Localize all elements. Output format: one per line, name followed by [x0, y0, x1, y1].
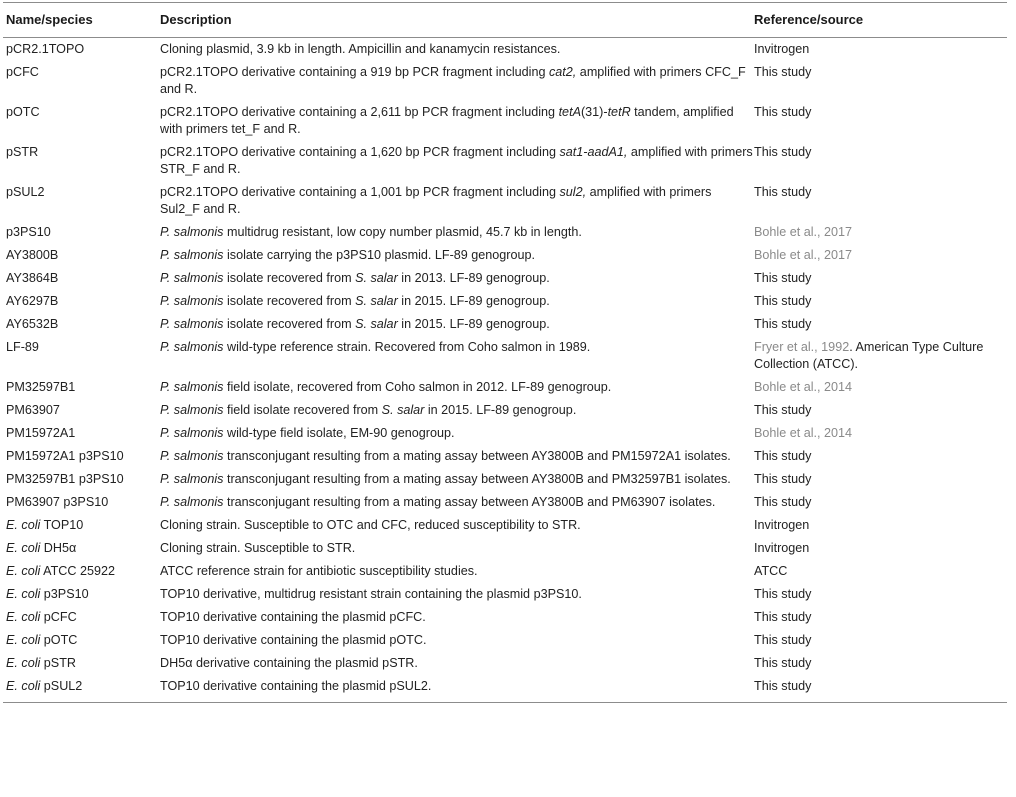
cell-reference: [754, 290, 1007, 313]
header-row: [3, 3, 1007, 38]
text-segment: This study: [754, 271, 812, 285]
text-segment: wild-type field isolate, EM-90 genogroup.: [223, 426, 455, 440]
cell-description: [160, 101, 754, 141]
cell-name: [3, 468, 160, 491]
cell-name: [3, 606, 160, 629]
citation-link[interactable]: Bohle et al., 2017: [754, 225, 853, 239]
text-segment: in 2013. LF-89 genogroup.: [397, 271, 550, 285]
italic-text: P. salmonis: [160, 248, 224, 262]
text-segment: p3PS10: [40, 587, 89, 601]
cell-reference: [754, 376, 1007, 399]
cell-reference: [754, 537, 1007, 560]
cell-description: [160, 181, 754, 221]
text-segment: pSUL2: [40, 679, 83, 693]
cell-name: [3, 376, 160, 399]
text-segment: This study: [754, 403, 812, 417]
text-segment: field isolate recovered from: [223, 403, 382, 417]
cell-name: [3, 629, 160, 652]
text-segment: pOTC: [6, 105, 40, 119]
text-segment: This study: [754, 185, 812, 199]
strains-plasmids-table-container: [0, 2, 1016, 797]
cell-reference: [754, 652, 1007, 675]
cell-description: [160, 422, 754, 445]
text-segment: Cloning plasmid, 3.9 kb in length. Ampicillin and kanamycin resistances.: [160, 42, 561, 56]
cell-name: [3, 101, 160, 141]
cell-description: [160, 267, 754, 290]
text-segment: ATCC: [754, 564, 788, 578]
table-row: [3, 445, 1007, 468]
text-segment: pCFC: [40, 610, 77, 624]
italic-text: P. salmonis: [160, 380, 224, 394]
table-row: [3, 267, 1007, 290]
text-segment: field isolate, recovered from Coho salmon in 2012. LF-89 genogroup.: [223, 380, 612, 394]
text-segment: AY3864B: [6, 271, 59, 285]
text-segment: in 2015. LF-89 genogroup.: [397, 294, 550, 308]
text-segment: TOP10 derivative containing the plasmid pOTC.: [160, 633, 427, 647]
text-segment: AY6297B: [6, 294, 59, 308]
text-segment: amplified with primers STR_F and R.: [160, 145, 753, 176]
text-segment: Invitrogen: [754, 42, 810, 56]
text-segment: PM63907: [6, 403, 60, 417]
cell-description: [160, 468, 754, 491]
italic-text: P. salmonis: [160, 472, 224, 486]
cell-reference: [754, 101, 1007, 141]
cell-name: [3, 290, 160, 313]
cell-reference: [754, 445, 1007, 468]
cell-reference: [754, 629, 1007, 652]
cell-reference: [754, 244, 1007, 267]
table-row: [3, 675, 1007, 703]
cell-name: [3, 491, 160, 514]
cell-description: [160, 290, 754, 313]
cell-name: [3, 61, 160, 101]
text-segment: This study: [754, 610, 812, 624]
text-segment: amplified with primers CFC_F and R.: [160, 65, 746, 96]
italic-text: S. salar: [355, 294, 398, 308]
table-row: [3, 422, 1007, 445]
text-segment: isolate recovered from: [223, 317, 356, 331]
text-segment: DH5α: [40, 541, 77, 555]
cell-description: [160, 141, 754, 181]
text-segment: This study: [754, 633, 812, 647]
cell-reference: [754, 181, 1007, 221]
cell-name: [3, 38, 160, 62]
cell-description: [160, 606, 754, 629]
text-segment: wild-type reference strain. Recovered from Coho salmon in 1989.: [223, 340, 591, 354]
text-segment: Cloning strain. Susceptible to OTC and CFC, reduced susceptibility to STR.: [160, 518, 581, 532]
cell-reference: [754, 560, 1007, 583]
italic-text: E. coli: [6, 610, 41, 624]
text-segment: ATCC 25922: [40, 564, 115, 578]
table-row: [3, 181, 1007, 221]
italic-text: P. salmonis: [160, 340, 224, 354]
text-segment: pCR2.1TOPO derivative containing a 919 bp PCR fragment including: [160, 65, 549, 79]
table-row: [3, 61, 1007, 101]
cell-reference: [754, 313, 1007, 336]
table-row: [3, 606, 1007, 629]
cell-description: [160, 376, 754, 399]
text-segment: This study: [754, 587, 812, 601]
cell-description: [160, 514, 754, 537]
text-segment: PM63907 p3PS10: [6, 495, 109, 509]
text-segment: Cloning strain. Susceptible to STR.: [160, 541, 356, 555]
cell-name: [3, 336, 160, 376]
text-segment: amplified with primers Sul2_F and R.: [160, 185, 712, 216]
cell-description: [160, 675, 754, 703]
text-segment: pSTR: [6, 145, 39, 159]
cell-name: [3, 583, 160, 606]
column-header-name: Name/species: [3, 3, 160, 38]
cell-name: [3, 244, 160, 267]
citation-link[interactable]: Fryer et al., 1992: [754, 340, 850, 354]
text-segment: PM32597B1 p3PS10: [6, 472, 124, 486]
cell-description: [160, 61, 754, 101]
table-row: [3, 290, 1007, 313]
table-row: [3, 629, 1007, 652]
text-segment: isolate recovered from: [223, 271, 356, 285]
text-segment: Invitrogen: [754, 518, 810, 532]
citation-link[interactable]: Bohle et al., 2014: [754, 426, 853, 440]
text-segment: multidrug resistant, low copy number plasmid, 45.7 kb in length.: [223, 225, 582, 239]
cell-name: [3, 267, 160, 290]
cell-name: [3, 422, 160, 445]
text-segment: in 2015. LF-89 genogroup.: [424, 403, 577, 417]
table-row: [3, 221, 1007, 244]
text-segment: pSTR: [40, 656, 76, 670]
text-segment: PM32597B1: [6, 380, 76, 394]
text-segment: This study: [754, 145, 812, 159]
text-segment: AY3800B: [6, 248, 59, 262]
cell-description: [160, 445, 754, 468]
text-segment: . American Type Culture Collection (ATCC).: [754, 340, 984, 371]
italic-text: tetA: [558, 105, 581, 119]
italic-text: E. coli: [6, 564, 41, 578]
text-segment: pCR2.1TOPO derivative containing a 1,001 bp PCR fragment including: [160, 185, 560, 199]
cell-description: [160, 244, 754, 267]
table-row: [3, 537, 1007, 560]
italic-text: E. coli: [6, 587, 41, 601]
text-segment: TOP10 derivative, multidrug resistant strain containing the plasmid p3PS10.: [160, 587, 582, 601]
text-segment: This study: [754, 294, 812, 308]
text-segment: PM15972A1: [6, 426, 76, 440]
citation-link[interactable]: Bohle et al., 2017: [754, 248, 853, 262]
cell-reference: [754, 221, 1007, 244]
text-segment: This study: [754, 679, 812, 693]
cell-reference: [754, 267, 1007, 290]
text-segment: isolate recovered from: [223, 294, 356, 308]
table-row: [3, 652, 1007, 675]
column-header-description: Description: [160, 3, 754, 38]
text-segment: PM15972A1 p3PS10: [6, 449, 124, 463]
text-segment: TOP10 derivative containing the plasmid pSUL2.: [160, 679, 432, 693]
cell-name: [3, 560, 160, 583]
text-segment: TOP10 derivative containing the plasmid pCFC.: [160, 610, 426, 624]
cell-reference: [754, 514, 1007, 537]
cell-description: [160, 652, 754, 675]
text-segment: isolate carrying the p3PS10 plasmid. LF-89 genogroup.: [223, 248, 535, 262]
cell-description: [160, 38, 754, 62]
text-segment: p3PS10: [6, 225, 51, 239]
table-row: [3, 468, 1007, 491]
cell-name: [3, 313, 160, 336]
text-segment: in 2015. LF-89 genogroup.: [397, 317, 550, 331]
text-segment: transconjugant resulting from a mating assay between AY3800B and PM63907 isolates.: [223, 495, 716, 509]
cell-name: [3, 675, 160, 703]
italic-text: P. salmonis: [160, 271, 224, 285]
cell-reference: [754, 38, 1007, 62]
italic-text: P. salmonis: [160, 449, 224, 463]
italic-text: sat1-aadA1,: [559, 145, 628, 159]
cell-description: [160, 583, 754, 606]
cell-description: [160, 537, 754, 560]
table-row: [3, 376, 1007, 399]
table-row: [3, 101, 1007, 141]
text-segment: pCR2.1TOPO: [6, 42, 85, 56]
text-segment: This study: [754, 317, 812, 331]
table-row: [3, 514, 1007, 537]
cell-reference: [754, 675, 1007, 703]
table-row: [3, 244, 1007, 267]
cell-description: [160, 560, 754, 583]
italic-text: E. coli: [6, 518, 41, 532]
text-segment: This study: [754, 472, 812, 486]
cell-description: [160, 336, 754, 376]
table-row: [3, 560, 1007, 583]
table-row: [3, 583, 1007, 606]
table-row: [3, 141, 1007, 181]
table-header: [3, 3, 1007, 38]
text-segment: This study: [754, 449, 812, 463]
table-row: [3, 491, 1007, 514]
cell-reference: [754, 491, 1007, 514]
cell-reference: [754, 336, 1007, 376]
text-segment: transconjugant resulting from a mating assay between AY3800B and PM32597B1 isolates.: [223, 472, 731, 486]
table-row: [3, 313, 1007, 336]
text-segment: DH5α derivative containing the plasmid pSTR.: [160, 656, 418, 670]
cell-name: [3, 445, 160, 468]
text-segment: This study: [754, 65, 812, 79]
text-segment: This study: [754, 105, 812, 119]
italic-text: P. salmonis: [160, 225, 224, 239]
citation-link[interactable]: Bohle et al., 2014: [754, 380, 853, 394]
cell-name: [3, 537, 160, 560]
cell-name: [3, 652, 160, 675]
italic-text: S. salar: [355, 317, 398, 331]
italic-text: S. salar: [381, 403, 425, 417]
text-segment: ATCC reference strain for antibiotic susceptibility studies.: [160, 564, 478, 578]
text-segment: pCR2.1TOPO derivative containing a 1,620 bp PCR fragment including: [160, 145, 560, 159]
table-body: [3, 38, 1007, 703]
cell-name: [3, 181, 160, 221]
cell-description: [160, 629, 754, 652]
italic-text: tetR: [607, 105, 631, 119]
cell-reference: [754, 583, 1007, 606]
cell-reference: [754, 606, 1007, 629]
italic-text: P. salmonis: [160, 495, 224, 509]
text-segment: TOP10: [40, 518, 84, 532]
cell-name: [3, 514, 160, 537]
cell-reference: [754, 399, 1007, 422]
italic-text: P. salmonis: [160, 317, 224, 331]
text-segment: pOTC: [40, 633, 78, 647]
table-row: [3, 399, 1007, 422]
italic-text: cat2,: [549, 65, 577, 79]
text-segment: tandem, amplified with primers tet_F and R.: [160, 105, 734, 136]
italic-text: S. salar: [355, 271, 398, 285]
table-row: [3, 336, 1007, 376]
cell-description: [160, 221, 754, 244]
cell-reference: [754, 61, 1007, 101]
cell-reference: [754, 422, 1007, 445]
text-segment: Invitrogen: [754, 541, 810, 555]
cell-description: [160, 399, 754, 422]
text-segment: AY6532B: [6, 317, 59, 331]
italic-text: sul2,: [559, 185, 587, 199]
italic-text: E. coli: [6, 633, 41, 647]
cell-reference: [754, 468, 1007, 491]
text-segment: transconjugant resulting from a mating assay between AY3800B and PM15972A1 isolates.: [223, 449, 731, 463]
table-row: [3, 38, 1007, 62]
text-segment: LF-89: [6, 340, 39, 354]
cell-description: [160, 491, 754, 514]
text-segment: pCR2.1TOPO derivative containing a 2,611 bp PCR fragment including: [160, 105, 559, 119]
cell-name: [3, 141, 160, 181]
cell-description: [160, 313, 754, 336]
italic-text: E. coli: [6, 656, 41, 670]
cell-name: [3, 399, 160, 422]
text-segment: This study: [754, 495, 812, 509]
italic-text: P. salmonis: [160, 403, 224, 417]
strains-plasmids-table: [3, 2, 1007, 703]
text-segment: (31)-: [580, 105, 608, 119]
italic-text: E. coli: [6, 679, 41, 693]
text-segment: pSUL2: [6, 185, 45, 199]
italic-text: P. salmonis: [160, 426, 224, 440]
text-segment: This study: [754, 656, 812, 670]
column-header-reference: Reference/source: [754, 3, 1007, 38]
cell-name: [3, 221, 160, 244]
italic-text: P. salmonis: [160, 294, 224, 308]
text-segment: pCFC: [6, 65, 39, 79]
cell-reference: [754, 141, 1007, 181]
italic-text: E. coli: [6, 541, 41, 555]
